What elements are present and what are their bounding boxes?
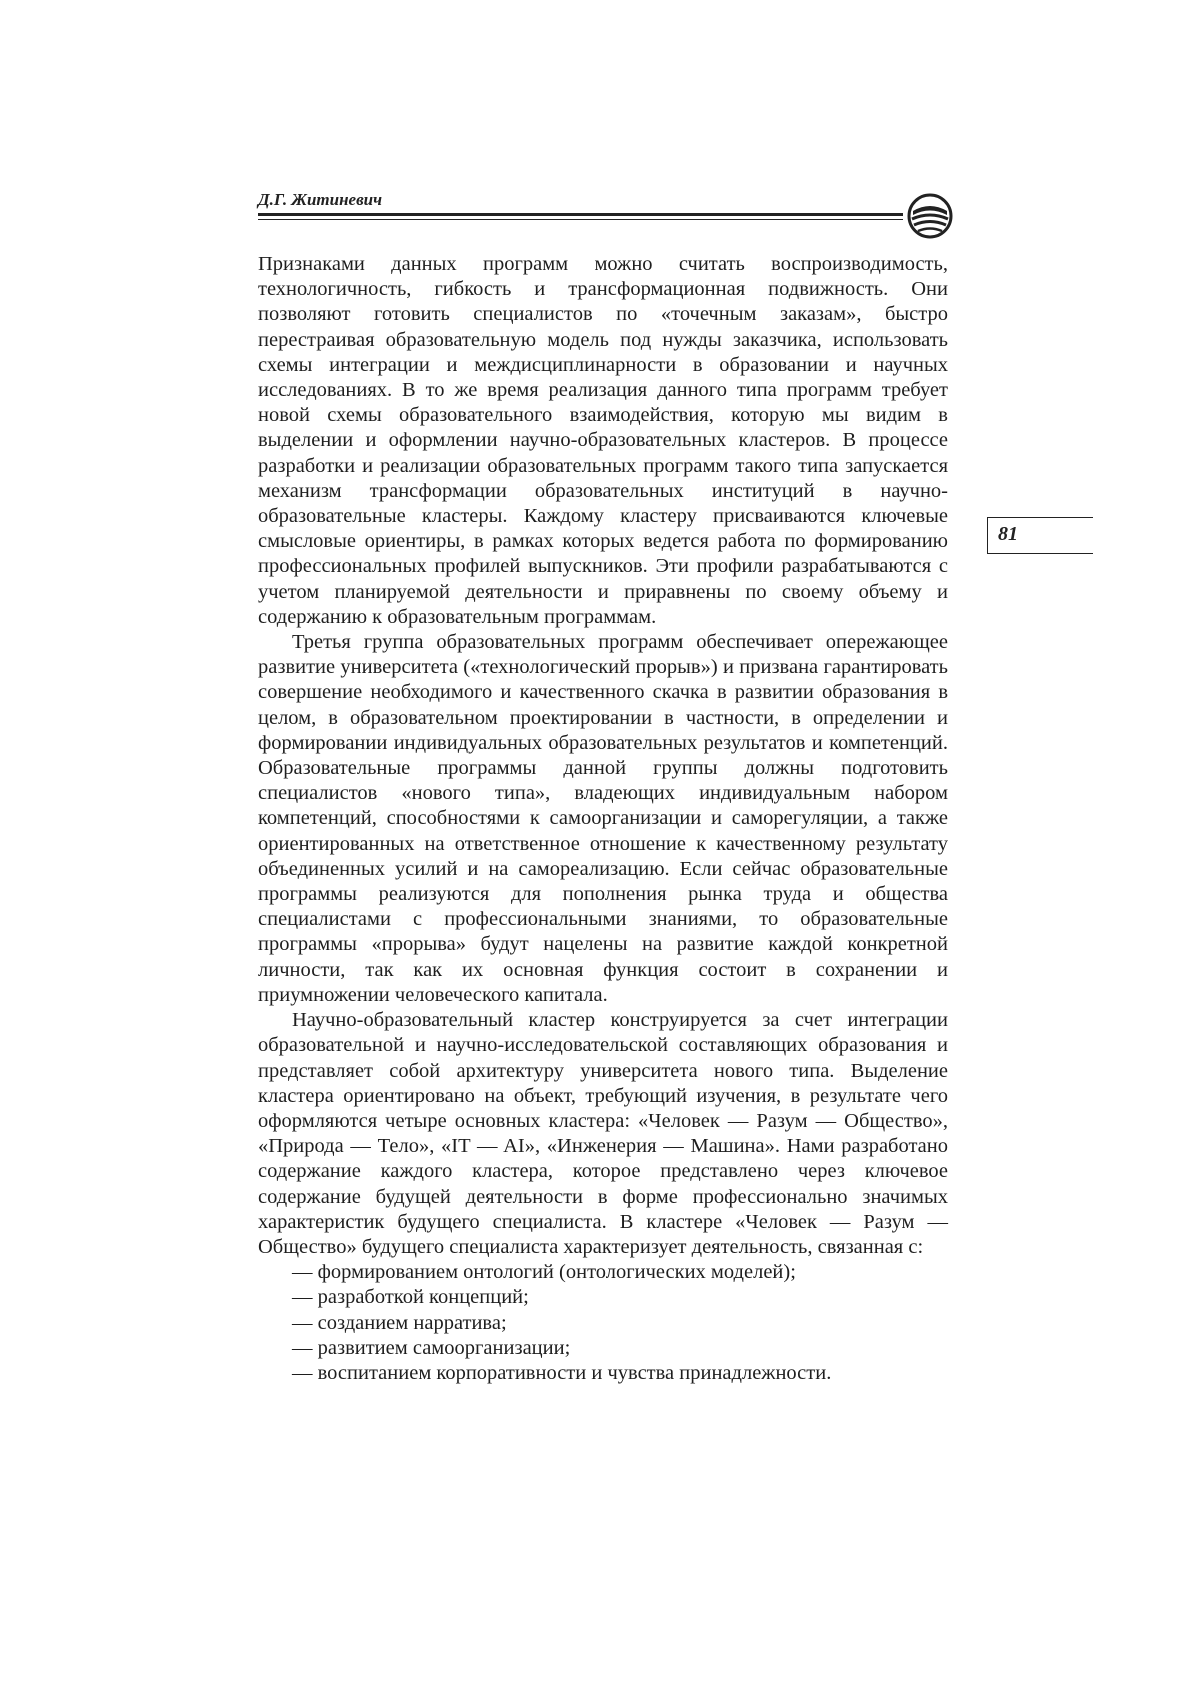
activity-list [258,1260,948,1386]
paragraph-2: Третья группа образовательных программ обеспечивает опережающее развитие университета («технологический прорыв») и призвана гарантировать совершение необходимого и качественного скачка в развитии образования в целом, в образовательном проектировании в частности, в определении и формировании индивидуальных образовательных результатов и компетенций. Образовательные программы данной группы должны подготовить специалистов «нового типа», владеющих индивидуальным набором компетенций, способностями к самоорганизации и саморегуляции, а также ориентированных на ответственное отношение к качественному результату объединенных усилий и на самореализацию. Если сейчас образовательные программы реализуются для пополнения рынка труда и общества специалистами с профессиональными знаниями, то образовательные программы «прорыва» будут нацелены на развитие каждой конкретной личности, так как их основная функция состоит в сохранении и приумножении человеческого капитала. [258,631,948,1006]
paragraph-3: Научно-образовательный кластер конструируется за счет интеграции образовательной и научно-исследовательской составляющих образования и представляет собой архитектуру университета нового типа. Выделение кластера ориентировано на объект, требующий изучения, в результате чего оформляются четыре основных кластера: «Человек — Разум — Общество», «Природа — Тело», «IT — AI», «Инженерия — Машина». Нами разработано содержание каждого кластера, которое представлено через ключевое содержание будущей деятельности в форме профессионально значимых характеристик будущего специалиста. В кластере «Человек — Разум — Общество» будущего специалиста характеризует деятельность, связанная с: [258,1009,948,1258]
publisher-logo-icon [907,193,953,239]
running-head [258,190,878,230]
list-item: — созданием нарратива; [292,1311,948,1336]
list-item: — воспитанием корпоративности и чувства принадлежности. [292,1361,948,1386]
header-rule-thin [258,219,903,220]
paragraph-1: Признаками данных программ можно считать воспроизводимость, технологичность, гибкость и трансформационная подвижность. Они позволяют готовить специалистов по «точечным заказам», быстро перестраивая образовательную модель под нужды заказчика, использовать схемы интеграции и междисциплинарности в образовании и научных исследованиях. В то же время реализация данного типа программ требует новой схемы образовательного взаимодействия, которую мы видим в выделении и оформлении научно-образовательных кластеров. В процессе разработки и реализации образовательных программ такого типа запускается механизм трансформации образовательных институций в научно-образовательные кластеры. Каждому кластеру присваиваются ключевые смысловые ориентиры, в рамках которых ведется работа по формированию профессиональных профилей выпускников. Эти профили разрабатываются с учетом планируемой деятельности и приравнены по своему объему и содержанию к образовательным программам. [258,253,948,628]
author-name: Д.Г. Житиневич [258,190,383,209]
list-item: — разработкой концепций; [292,1285,948,1310]
header-rule [258,213,903,216]
list-item: — формированием онтологий (онтологических моделей); [292,1260,948,1285]
body-text [258,252,948,1386]
page-number-box [987,517,1093,554]
list-item: — развитием самоорганизации; [292,1336,948,1361]
page-number: 81 [998,523,1018,545]
